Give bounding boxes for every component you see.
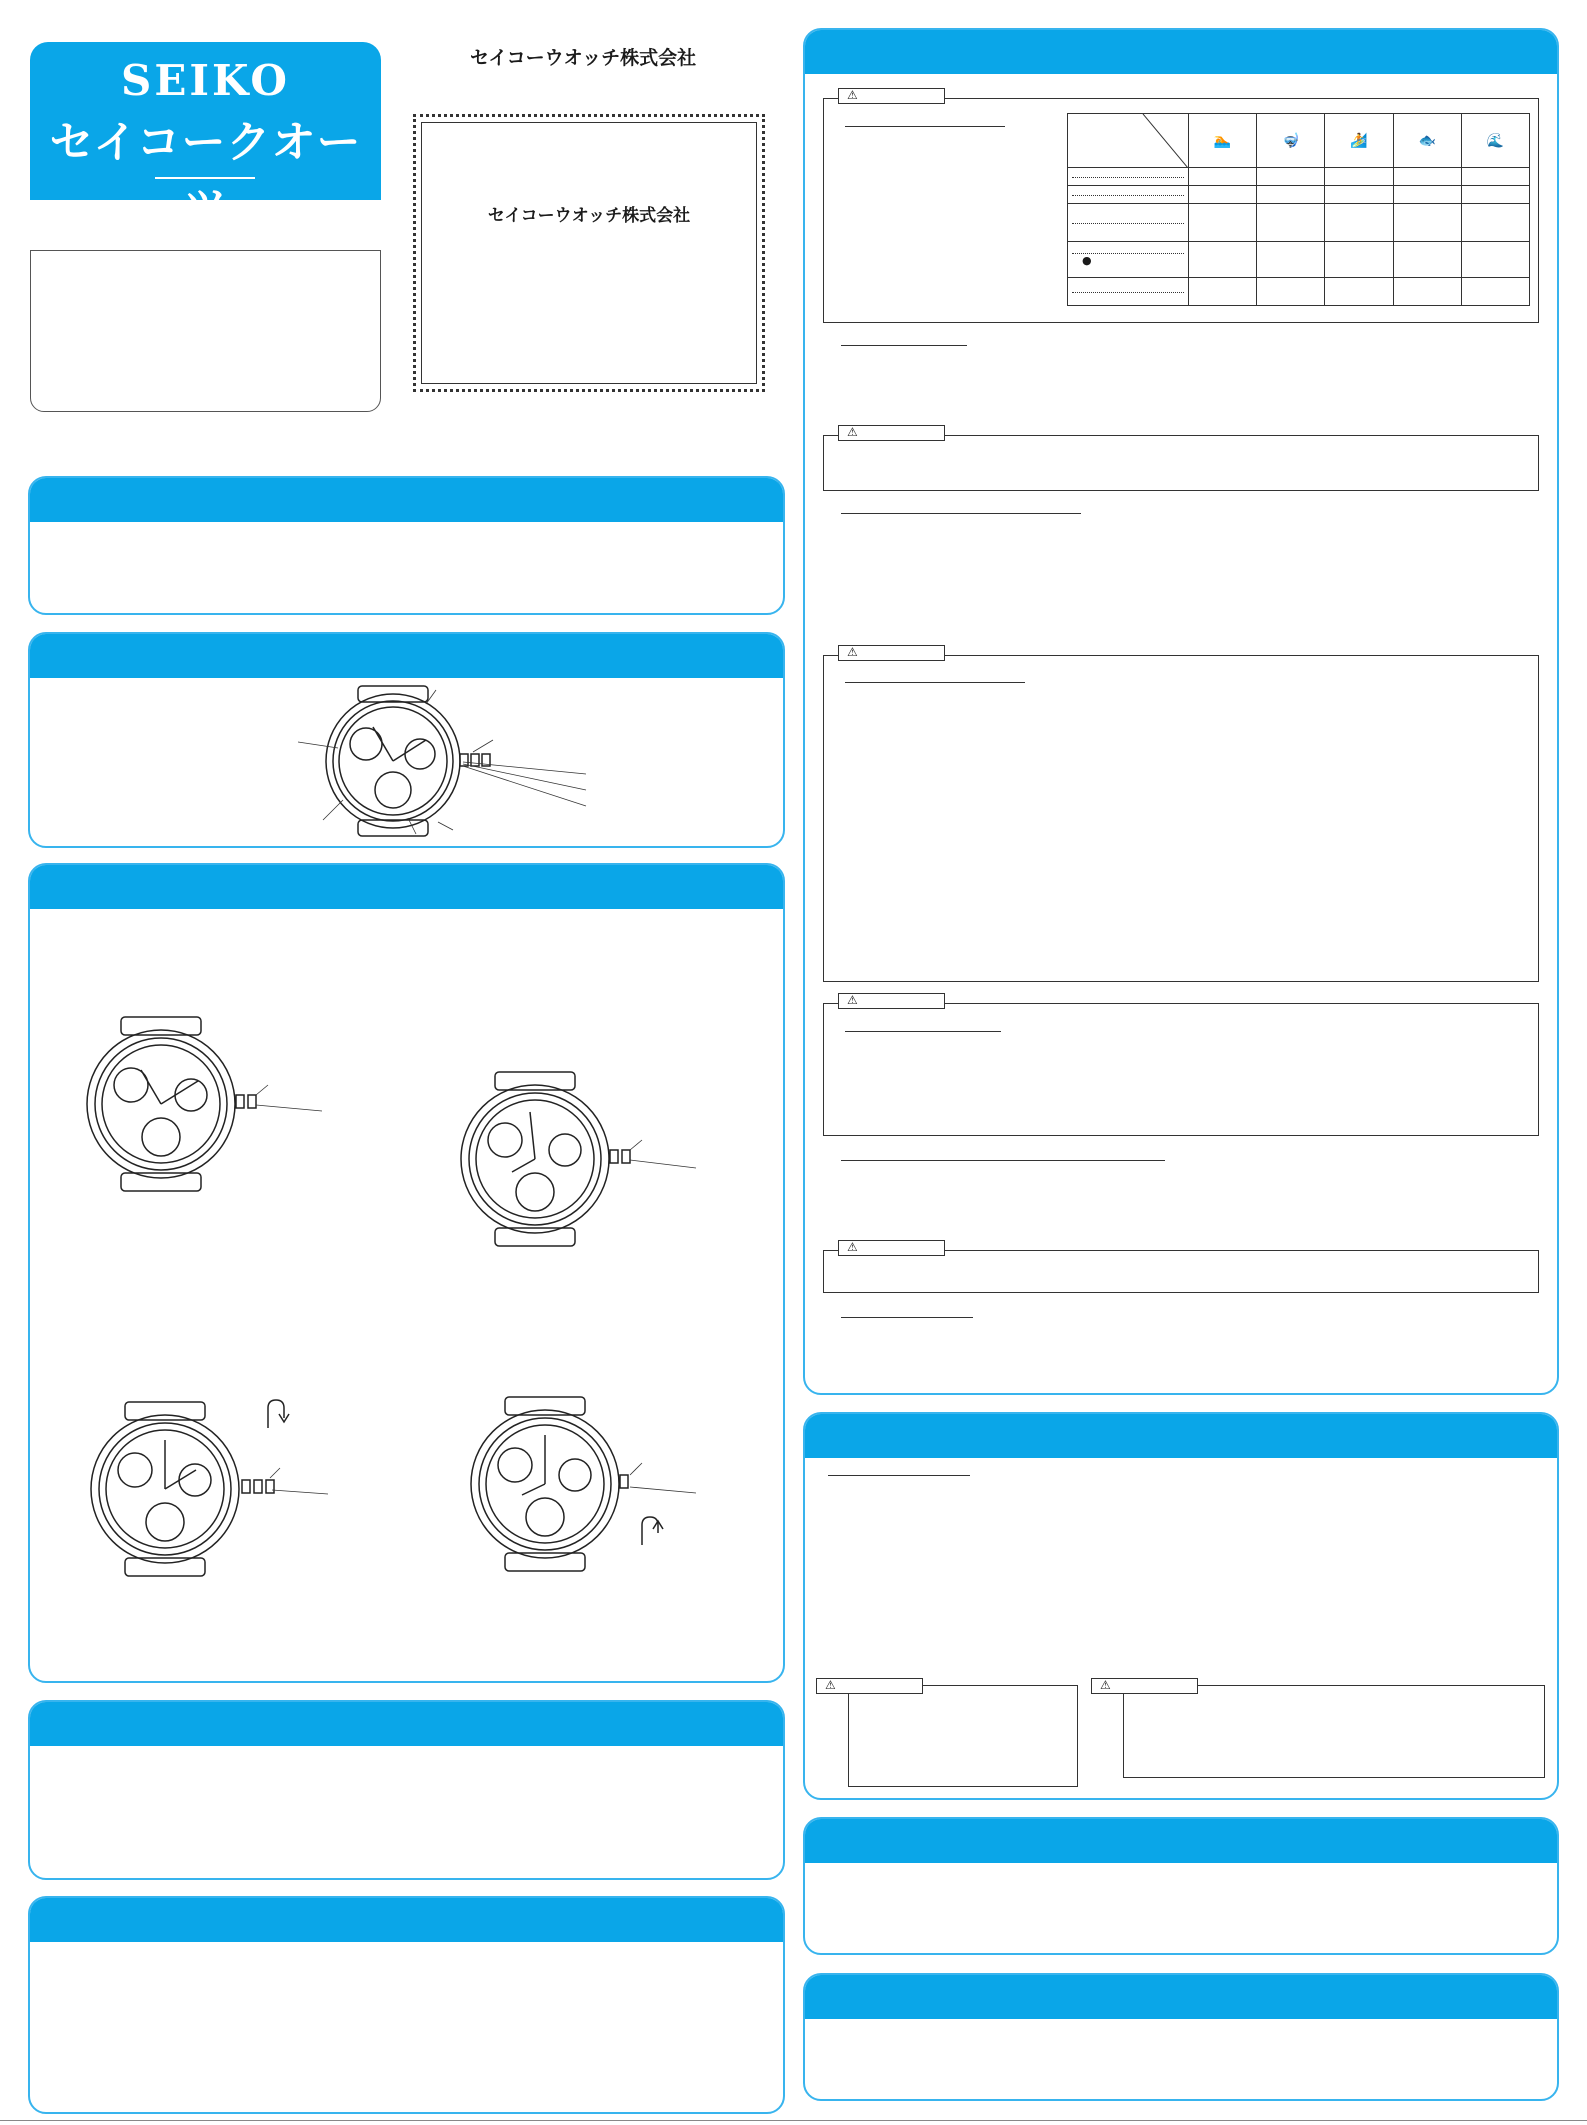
table-corner-cell — [1068, 114, 1189, 168]
product-name: セイコークオーツ — [49, 117, 362, 232]
section-right-4-header — [805, 1975, 1557, 2019]
section-right-3 — [803, 1817, 1559, 1955]
section-intro-header — [30, 478, 783, 522]
underline-heading-8 — [828, 1475, 970, 1476]
warning-tag-7 — [1091, 1678, 1198, 1694]
warning-triangle-icon: ⚠ — [847, 1240, 858, 1254]
watch-step-2 — [460, 1070, 720, 1250]
section-intro — [28, 476, 785, 615]
warning-box-5 — [823, 1250, 1539, 1293]
underline-heading-6 — [841, 1160, 1165, 1161]
surfing-icon: 🏄 — [1325, 114, 1393, 168]
underline-heading-5 — [845, 1031, 1001, 1032]
warning-tag-4 — [838, 993, 945, 1009]
brand-panel — [30, 42, 381, 232]
warning-tag-6 — [816, 1678, 923, 1694]
warning-triangle-icon: ⚠ — [847, 88, 858, 102]
scuba-icon: 🌊 — [1461, 114, 1529, 168]
underline-heading-4 — [845, 682, 1025, 683]
diving-icon: 🤿 — [1257, 114, 1325, 168]
watch-step-4 — [470, 1385, 730, 1575]
section-right-3-header — [805, 1819, 1557, 1863]
section-battery-header — [805, 1414, 1557, 1458]
certificate-company: セイコーウオッチ株式会社 — [487, 206, 691, 226]
page-bottom-rule — [0, 2120, 1587, 2121]
section-left-5-header — [30, 1898, 783, 1942]
underline-heading-3 — [841, 513, 1081, 514]
moon-phase-icon: ● — [1082, 254, 1092, 267]
section-left-4 — [28, 1700, 785, 1880]
seiko-logo: SEIKO — [121, 56, 290, 105]
warning-tag-1 — [838, 88, 945, 104]
water-resistance-table — [1067, 113, 1530, 305]
section-right-4 — [803, 1973, 1559, 2101]
table-row-label — [1068, 168, 1189, 186]
watch-step-1 — [86, 1015, 346, 1195]
warning-box-6 — [848, 1685, 1078, 1787]
skin-diving-icon: 🐟 — [1393, 114, 1461, 168]
section-left-4-header — [30, 1702, 783, 1746]
warning-box-7 — [1123, 1685, 1545, 1778]
table-row-label — [1068, 278, 1189, 306]
warning-box-4 — [823, 1003, 1539, 1136]
warning-triangle-icon: ⚠ — [1100, 1678, 1111, 1692]
section-part-names-header — [30, 634, 783, 678]
warning-tag-2 — [838, 425, 945, 441]
warning-box-2 — [823, 435, 1539, 491]
warning-triangle-icon: ⚠ — [847, 993, 858, 1007]
warning-triangle-icon: ⚠ — [825, 1678, 836, 1692]
section-precautions-header — [805, 30, 1557, 74]
warning-triangle-icon: ⚠ — [847, 425, 858, 439]
table-row-label — [1068, 186, 1189, 204]
underline-heading-7 — [841, 1317, 973, 1318]
notes-box — [30, 250, 381, 412]
warning-box-3 — [823, 655, 1539, 982]
brand-rule — [155, 177, 255, 179]
warning-triangle-icon: ⚠ — [847, 645, 858, 659]
warning-tag-3 — [838, 645, 945, 661]
section-part-names — [28, 632, 785, 848]
section-how-to-set-header — [30, 865, 783, 909]
underline-heading-2 — [841, 345, 967, 346]
company-header: セイコーウオッチ株式会社 — [470, 47, 697, 69]
section-how-to-set — [28, 863, 785, 1683]
watch-step-3 — [90, 1390, 350, 1580]
watch-diagram-labeled — [298, 682, 598, 842]
section-left-5 — [28, 1896, 785, 2114]
underline-heading-1 — [845, 126, 1005, 127]
table-row-label — [1068, 242, 1189, 278]
warranty-certificate — [413, 114, 765, 392]
swimming-icon: 🏊 — [1189, 114, 1257, 168]
table-row-label — [1068, 204, 1189, 242]
warning-tag-5 — [838, 1240, 945, 1256]
